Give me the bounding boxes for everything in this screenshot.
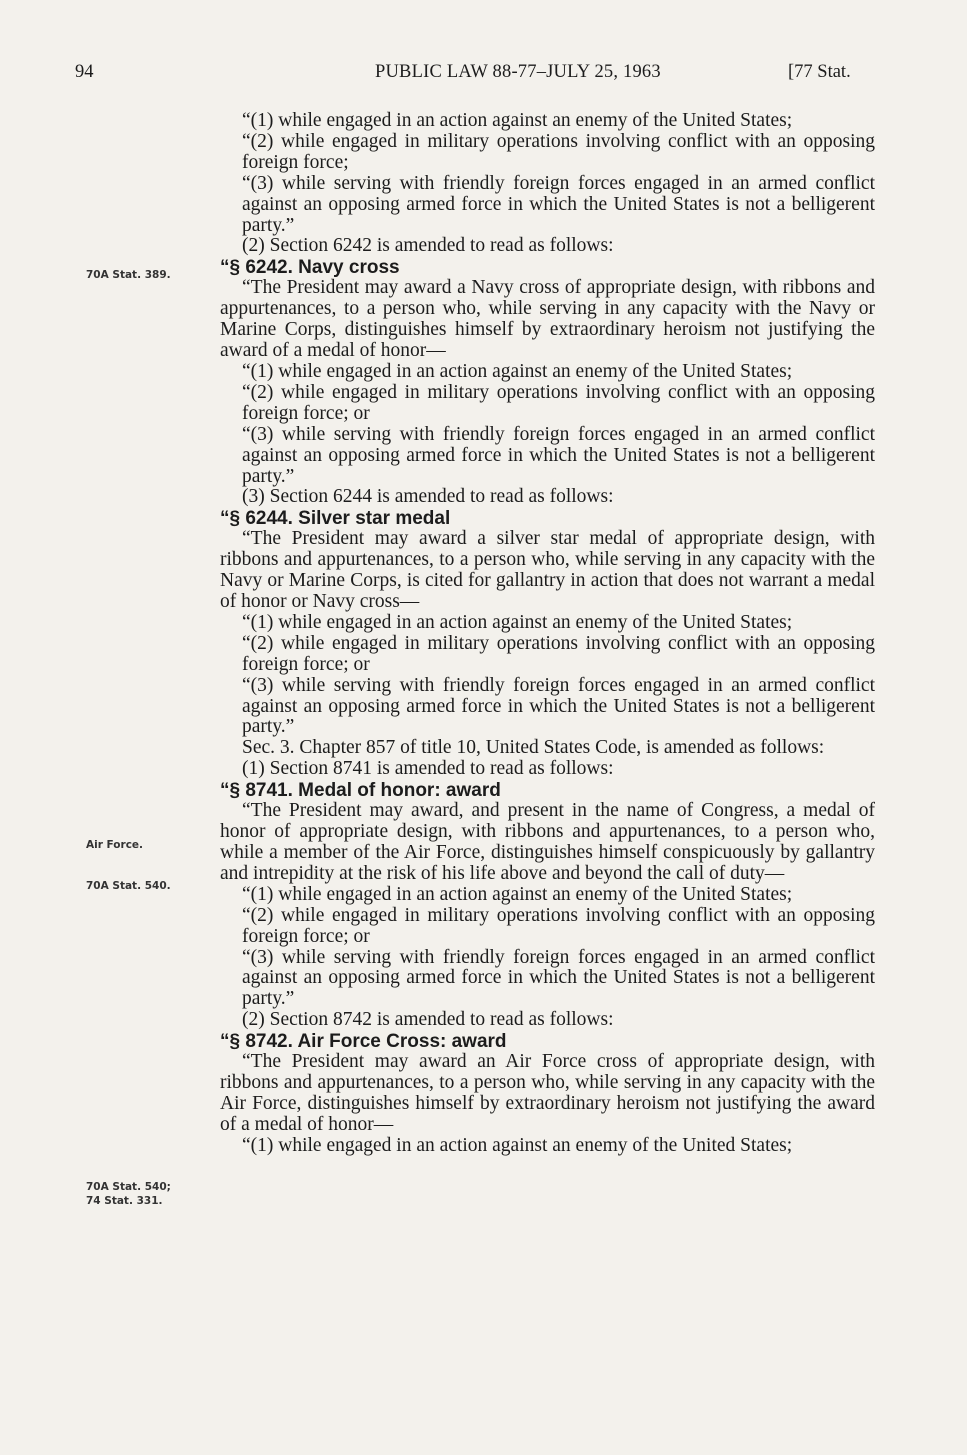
section-heading-8741: “§ 8741. Medal of honor: award [220,780,501,802]
running-header [0,62,967,88]
clause-6244-1: “(1) while engaged in an action against an enemy of the United States; [242,611,793,633]
section-text-6244: “The President may award a silver star medal of appropriate design, with ribbons and appurtenances, to a person who, while serving in any capacity with the Navy or Marine Corps, is cited for gallantry in action that does not warrant a medal of honor or Navy cross— [220,528,875,613]
amendment-8742: (2) Section 8742 is amended to read as follows: [242,1009,614,1031]
clause-8742-1: “(1) while engaged in an action against an enemy of the United States; [242,1134,793,1156]
clause-6242-3: “(3) while serving with friendly foreign forces engaged in an armed conflict against an opposing armed force in which the United States is not a belligerent party.” [242,423,875,487]
page-title: PUBLIC LAW 88-77–JULY 25, 1963 [375,62,661,82]
margin-note-line: 74 Stat. 331. [86,1195,163,1207]
section-heading-6242: “§ 6242. Navy cross [220,257,400,279]
clause-1: “(1) while engaged in an action against an enemy of the United States; [242,110,793,131]
section-text-8741: “The President may award, and present in the name of Congress, a medal of honor of appropriate design, with ribbons and appurtenances, to a person who, while a member of the Air Force, distinguishes himself conspicuously by gallantry and intrepidity at the risk of his life above and beyond the call of duty— [220,800,875,884]
section-text-8742: “The President may award an Air Force cross of appropriate design, with ribbons and appurtenances, to a person who, while serving in any capacity with the Air Force, distinguishes himself by extraordinary heroism not justifying the award of a medal of honor— [220,1051,875,1135]
page-number: 94 [75,62,94,82]
clause-6242-2: “(2) while engaged in military operations involving conflict with an opposing foreign force; or [242,381,875,424]
amendment-6242: (2) Section 6242 is amended to read as follows: [242,235,614,257]
amendment-8741: (1) Section 8741 is amended to read as follows: [242,758,614,780]
section-text-6242: “The President may award a Navy cross of appropriate design, with ribbons and appurtenances, to a person who, while serving in any capacity with the Navy or Marine Corps, distinguishes himself by extraordinary heroism not justifying the award of a medal of honor— [220,277,875,362]
margin-note-line: 70A Stat. 540; [86,1181,171,1193]
statute-reference: [77 Stat. [788,62,851,82]
document-body [220,111,875,1157]
margin-note-stat-540: 70A Stat. 540. [86,880,171,892]
clause-2: “(2) while engaged in military operations involving conflict with an opposing foreign force; [242,130,875,173]
section-3-intro: Sec. 3. Chapter 857 of title 10, United States Code, is amended as follows: [242,737,825,759]
clause-6244-2: “(2) while engaged in military operations involving conflict with an opposing foreign force; or [242,632,875,675]
section-heading-8742: “§ 8742. Air Force Cross: award [220,1031,507,1053]
margin-note-stat-540-331 [86,1180,196,1208]
clause-8741-3: “(3) while serving with friendly foreign forces engaged in an armed conflict against an opposing armed force in which the United States is not a belligerent party.” [242,946,875,1010]
clause-8741-1: “(1) while engaged in an action against an enemy of the United States; [242,883,793,905]
margin-note-air-force: Air Force. [86,839,144,851]
clause-3: “(3) while serving with friendly foreign forces engaged in an armed conflict against an opposing armed force in which the United States is not a belligerent party.” [242,172,875,236]
clause-8741-2: “(2) while engaged in military operations involving conflict with an opposing foreign force; or [242,904,875,947]
clause-6244-3: “(3) while serving with friendly foreign forces engaged in an armed conflict against an opposing armed force in which the United States is not a belligerent party.” [242,674,875,738]
margin-note-stat-389: 70A Stat. 389. [86,269,171,281]
section-heading-6244: “§ 6244. Silver star medal [220,508,451,530]
clause-6242-1: “(1) while engaged in an action against an enemy of the United States; [242,360,793,382]
amendment-6244: (3) Section 6244 is amended to read as follows: [242,486,614,508]
